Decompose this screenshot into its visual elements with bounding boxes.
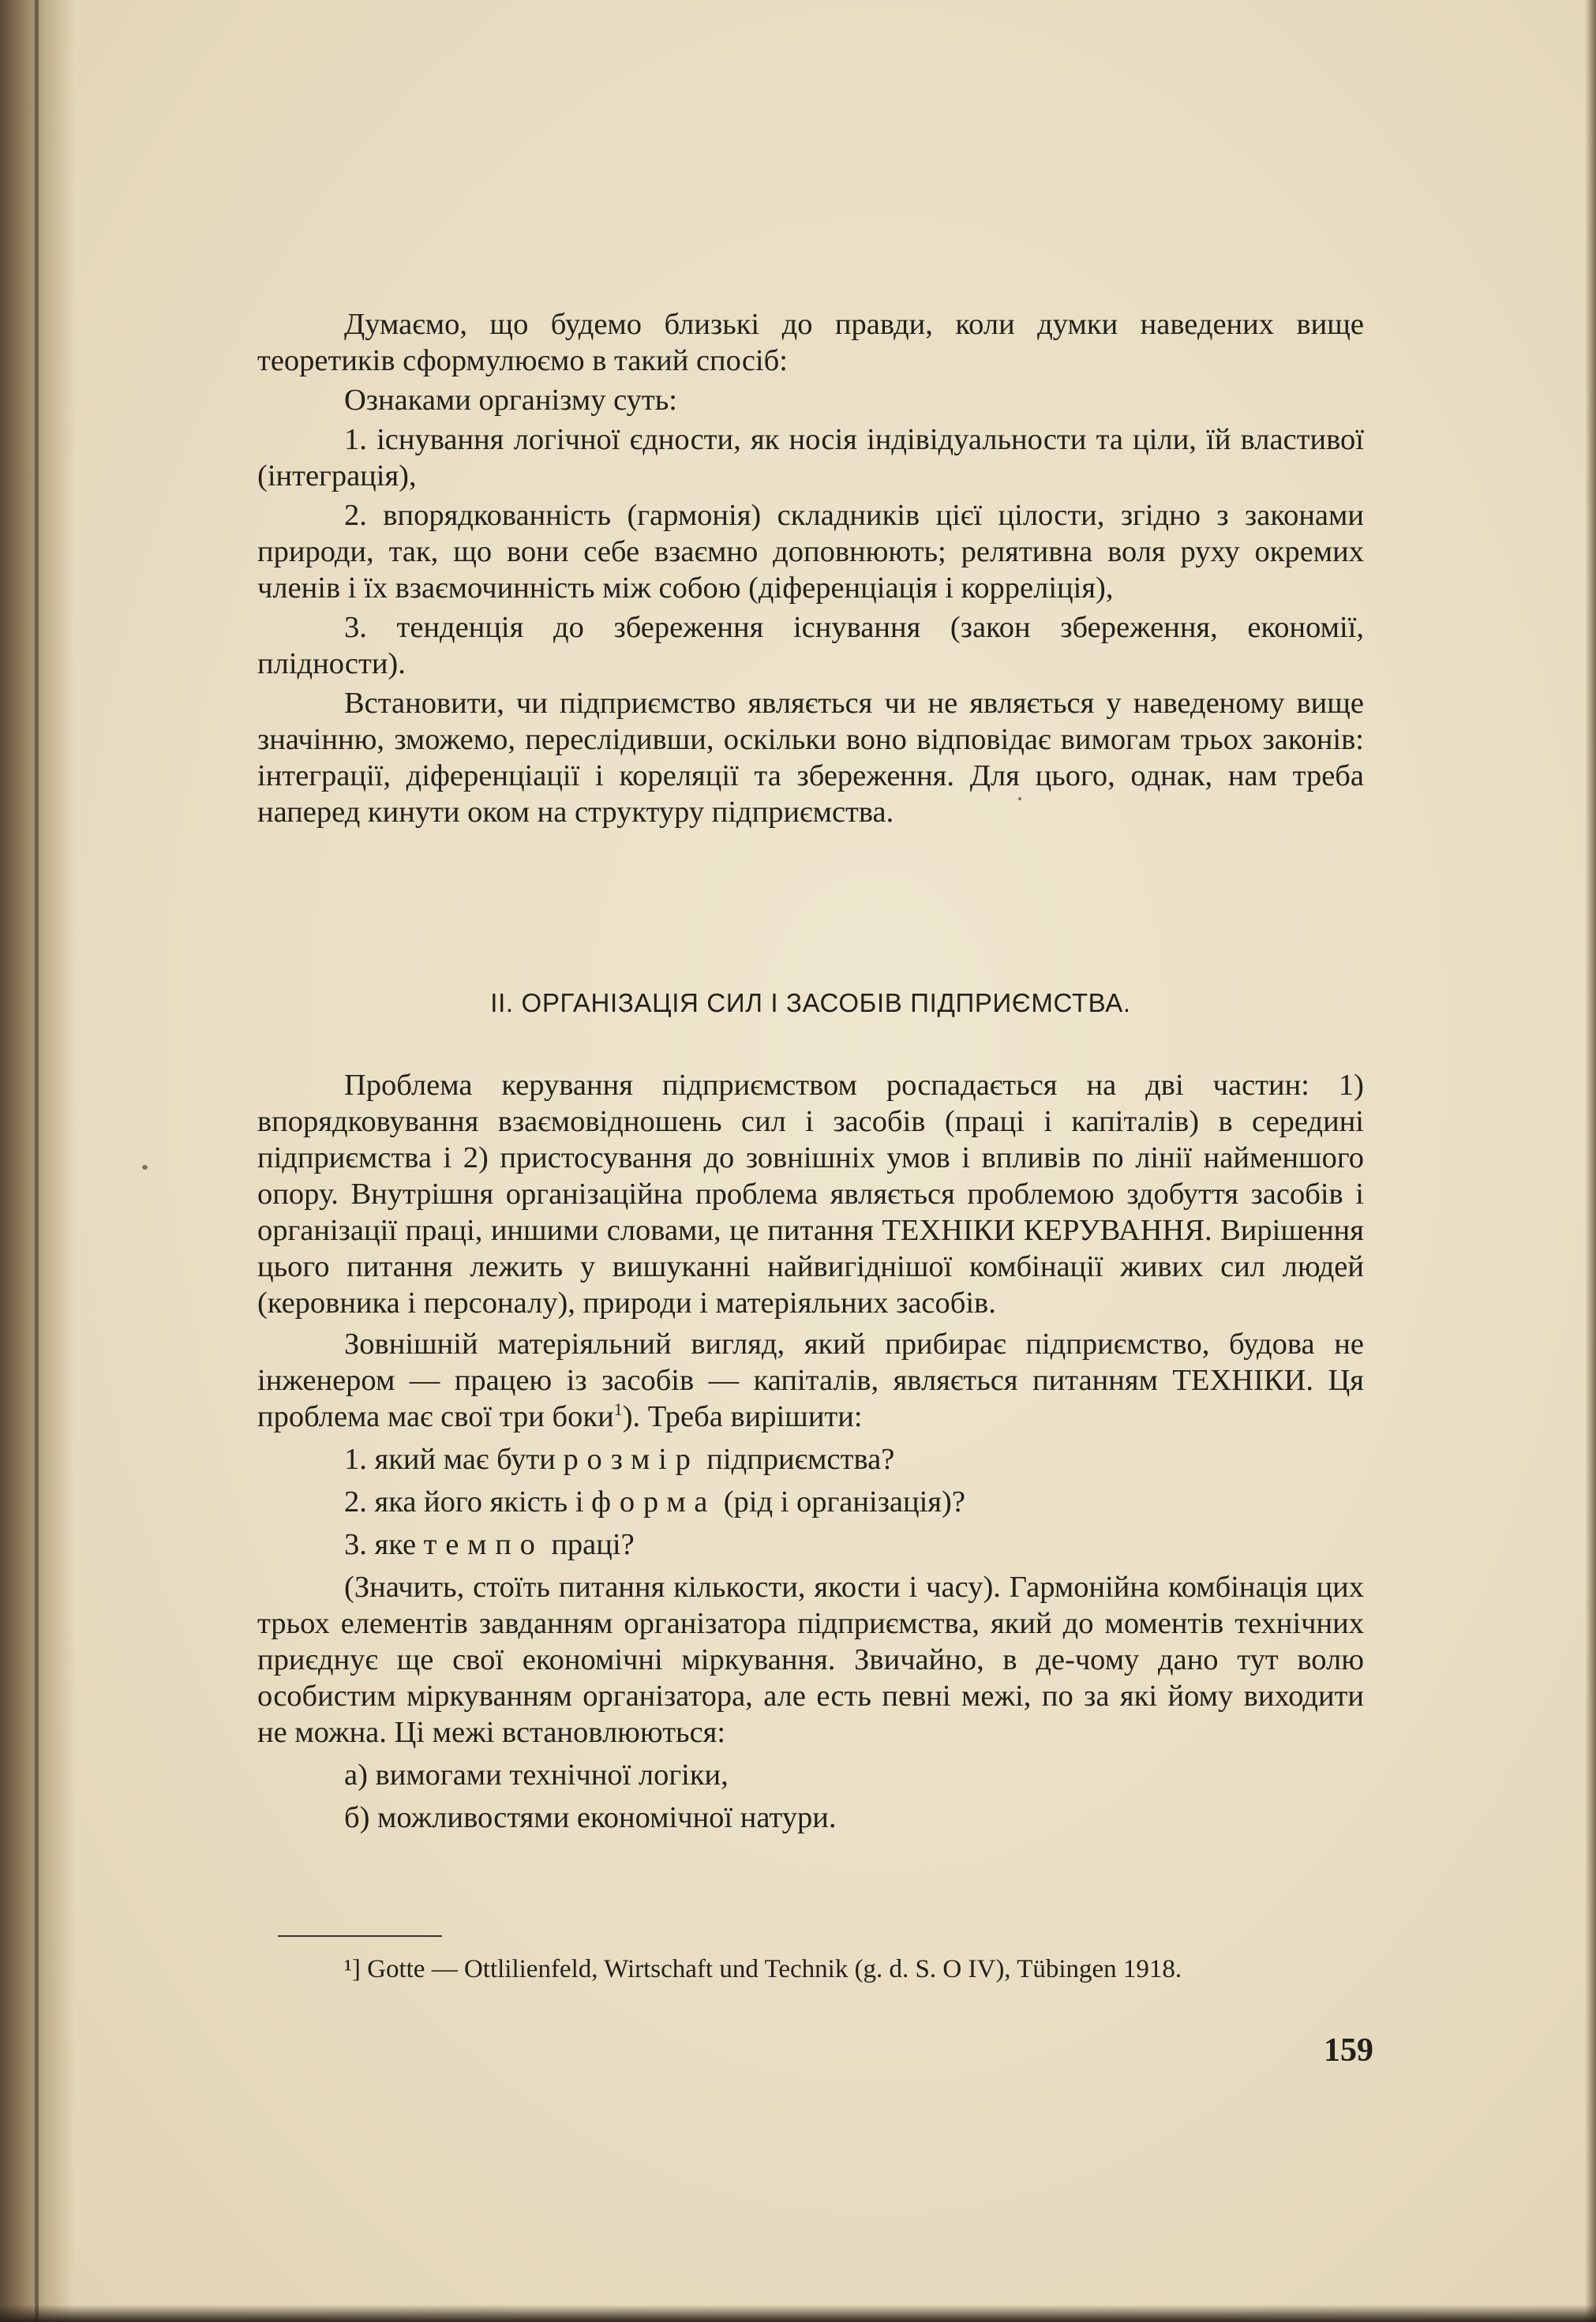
footnote-text: Gotte — Ottlilienfeld, Wirtschaft und Technik (g. d. S. O IV), Tübingen 1918.: [367, 1955, 1182, 1983]
paragraph: Встановити, чи підприємство являється чи не являється у наведеному вище значінню, зможемо, перeслідивши, оскільки воно відповідає вимогам трьох законів: інтеграції, діференціації і кореляції та збереження. Для цього, однак, нам треба наперед кинути оком на структуру підприємства.: [257, 687, 1364, 829]
question-item: [257, 1484, 1364, 1520]
question-text: (рід і організація)?: [723, 1485, 965, 1519]
section-heading: II. ОРГАНІЗАЦІЯ СИЛ І ЗАСОБІВ ПІДПРИЄМСТВА.: [490, 988, 1131, 1017]
emphasized-word: форма: [591, 1485, 717, 1519]
footnote-reference: 1: [613, 1399, 623, 1420]
binding-edge: [35, 0, 39, 2322]
text-block-intro: [257, 306, 1364, 830]
page-edge-bottom: [0, 2305, 1596, 2322]
paper-speck: [142, 1165, 148, 1170]
list-item: 3. тенденція до збереження існування (закон збереження, економії, плідности).: [257, 611, 1364, 680]
question-text: підприємства?: [706, 1443, 895, 1476]
paragraph: Думаємо, що будемо близькі до правди, коли думки наведених вище теоретиків сформулюємо в такий спосіб:: [257, 308, 1364, 377]
list-item: а) вимогами технічної логіки,: [344, 1758, 729, 1792]
footnote: [344, 1955, 1182, 1984]
paragraph: Проблема керування підприємством роспадається на дві частин: 1) впорядковування взаємовідношень сил і засобів (праці і капіталів) в середині підприємства і 2) пристосування до зовнішніх умов і впливів по лінії найменшого опору. Внутрішня організаційна проблема являється проблемою здобуття засобів і організації праці, иншими словами, це питання ТЕХНІКИ КЕРУВАННЯ. Вирішення цього питання лежить у вишуканні найвигіднішої комбінації живих сил людей (керовника і персоналу), природи і матеріяльних засобів.: [257, 1069, 1364, 1320]
question-item: [257, 1441, 1364, 1477]
paragraph: (Значить, стоїть питання кількости, якости і часу). Гармонійна комбінація цих трьох елементів завданням організатора підприємства, який до моментів технічних приєднує ще свої економічні міркування. Звичайно, в де-чому дано тут волю особистим міркуванням організатора, але есть певні межі, по за які йому виходити не можна. Ці межі встановлюються:: [257, 1571, 1364, 1749]
emphasized-word: розмір: [563, 1443, 699, 1476]
footnote-divider: [278, 1935, 442, 1937]
page-number: 159: [1324, 2032, 1373, 2069]
emphasized-word: темпо: [423, 1528, 544, 1561]
question-item: [257, 1526, 1364, 1563]
question-text: 1. який має бути: [344, 1443, 556, 1476]
list-item: б) можливостями економічної натури.: [344, 1801, 837, 1834]
question-text: 2. яка його якість і: [344, 1485, 584, 1519]
text-block-section: [257, 1067, 1364, 1836]
paragraph-text: Зовнішній матеріяльний вигляд, який прибирає підприємство, будова не інженером — працею із засобів — капіталів, являється питанням ТЕХНІКИ. Ця проблема має свої три боки: [257, 1328, 1364, 1433]
paragraph: Ознаками організму суть:: [344, 384, 677, 417]
paragraph: [257, 1326, 1364, 1435]
question-text: праці?: [551, 1528, 635, 1561]
paragraph-text: ). Треба вирішити:: [622, 1400, 863, 1433]
list-item: 1. існування логічної єдности, як носія індівідуальности та ціли, їй властивої (інтеграція),: [257, 423, 1364, 492]
question-text: 3. яке: [344, 1528, 417, 1561]
footnote-marker: ¹]: [344, 1955, 361, 1983]
page-edge-right: [1585, 0, 1596, 2322]
list-item: 2. впорядкованність (гармонія) складників цієї цілости, згідно з законами природи, так, що вони себе взаємно доповнюють; релятивна воля руху окремих членів і їх взаємочинність між собою (діференціація і корреліція),: [257, 499, 1364, 605]
